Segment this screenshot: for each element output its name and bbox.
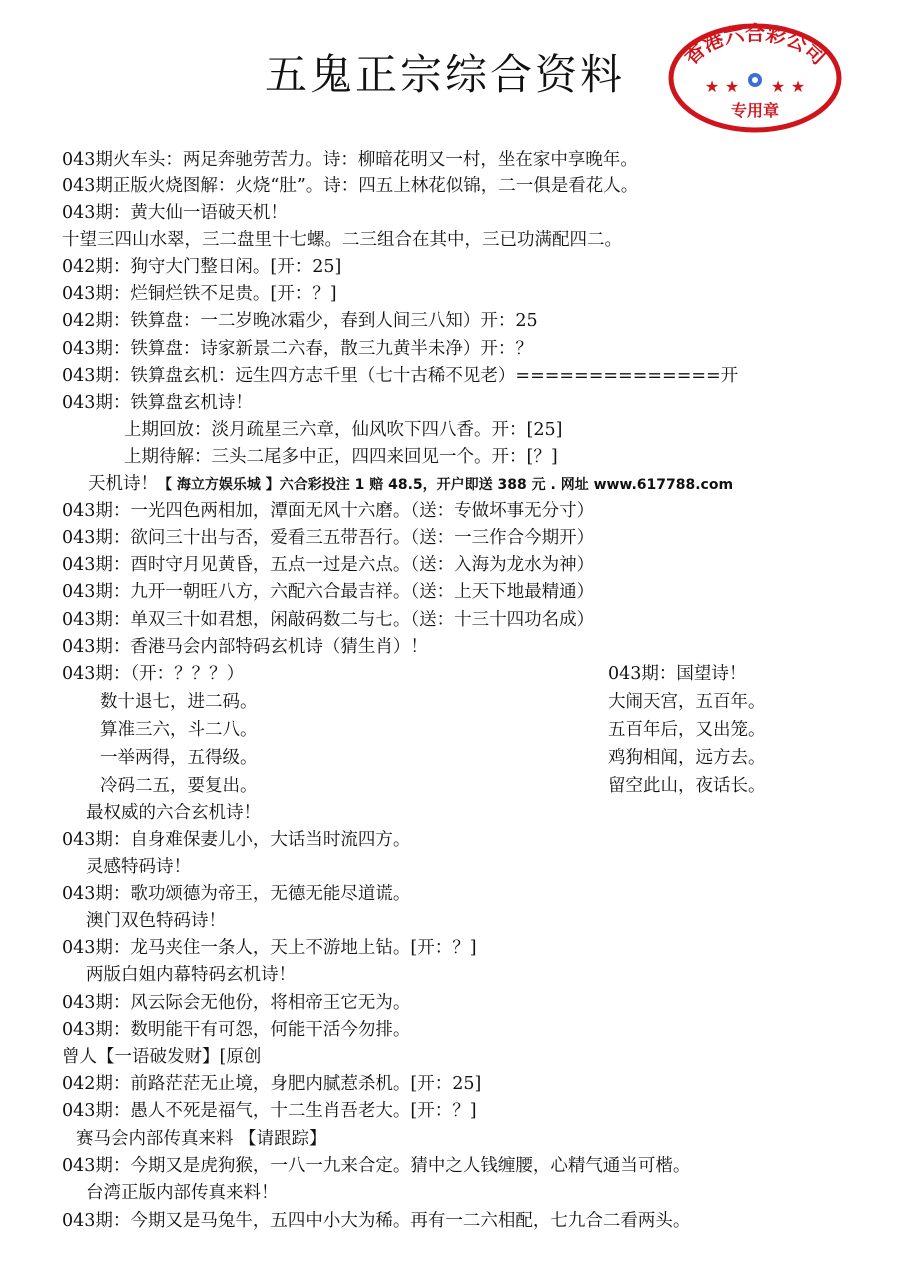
text-line: 043期：黄大仙一语破天机！ [62,203,288,223]
text-line: 台湾正版内部传真来料！ [86,1183,279,1203]
seal-label: 专用章 [730,101,779,120]
seal-arc-text: 香港六合彩公司 [678,22,832,70]
side-poem-line: 五百年后，又出笼。 [608,720,766,740]
ad-lead: 天机诗！ [88,474,158,494]
text-line: 043期：龙马夹住一条人，天上不游地上钻。[开：？] [62,938,477,958]
text-line: 冷码二五，要复出。 [100,776,258,796]
text-line: 数十退七，进二码。 [100,692,258,712]
ad-banner [88,471,733,497]
text-line: 043期：烂铜烂铁不足贵。[开：？] [62,284,337,304]
text-line: 042期：铁算盘：一二岁晚冰霜少，春到人间三八知）开：25 [62,311,538,331]
text-line: 最权威的六合玄机诗！ [86,803,261,823]
text-line: 上期回放：淡月疏星三六章，仙风吹下四八香。开：[25] [124,420,563,440]
text-line: 043期：香港马会内部特码玄机诗（猜生肖）！ [62,637,428,657]
text-line: 043期：数明能干有可怨，何能干活今勿排。 [62,1020,411,1040]
text-line: 043期：铁算盘玄机：远生四方志千里（七十古稀不见老）==============开 [62,366,739,386]
flower-icon [748,73,762,87]
side-poem-line: 留空此山，夜话长。 [608,776,766,796]
text-line: 043期：九开一朝旺八方，六配六合最吉祥。（送：上天下地最精通） [62,582,595,602]
text-line: 043期：今期又是虎狗猴，一八一九来合定。猜中之人钱缠腰，心精气通当可楷。 [62,1156,691,1176]
text-line: 043期：铁算盘玄机诗！ [62,393,253,413]
text-line: 曾人【一语破发财】[原创 [62,1047,262,1067]
star-icon: ★ [724,77,740,96]
side-poem-line: 鸡狗相闻，远方去。 [608,748,766,768]
text-line: 十望三四山水翠，三二盘里十七螺。二三组合在其中，三已功满配四二。 [62,230,622,250]
text-line: 043期：歌功颂德为帝王，无德无能尽道谎。 [62,884,411,904]
text-line: 043期：愚人不死是福气，十二生肖吾老大。[开：？] [62,1101,477,1121]
text-line: 赛马会内部传真来料 【请跟踪】 [76,1129,327,1149]
star-icon: ★ [770,77,786,96]
text-line: 043期：单双三十如君想，闲敲码数二与七。（送：十三十四功名成） [62,610,595,630]
text-line: 算准三六，斗二八。 [100,720,258,740]
text-line: 043期：今期又是马兔牛，五四中小大为稀。再有一二六相配，七九合二看两头。 [62,1211,691,1231]
text-line: 042期：前路茫茫无止境，身肥内腻惹杀机。[开：25] [62,1074,482,1094]
text-line: 上期待解：三头二尾多中正，四四来回见一个。开：[？] [124,447,558,467]
text-line: 043期：（开：？？？） [62,664,245,684]
text-line: 043期：自身难保妻儿小，大话当时流四方。 [62,830,411,850]
side-poem-title: 043期：国望诗！ [608,664,747,684]
text-line: 043期：铁算盘：诗家新景二六春，散三九黄半未净）开：？ [62,339,533,359]
text-line: 042期：狗守大门整日闲。[开：25] [62,257,342,277]
text-line: 澳门双色特码诗！ [86,911,226,931]
text-line: 043期：一光四色两相加，潭面无风十六磨。（送：专做坏事无分寸） [62,501,595,521]
text-line: 一举两得，五得级。 [100,748,258,768]
text-line: 043期：欲问三十出与否，爱看三五带吾行。（送：一三作合今期开） [62,528,595,548]
star-icon: ★ [790,77,806,96]
text-line: 两版白姐内幕特码玄机诗！ [86,965,296,985]
company-seal-stamp [666,22,844,134]
text-line: 043期：酉时守月见黄昏，五点一过是六点。（送：入海为龙水为神） [62,555,595,575]
page-title: 五鬼正宗综合资料 [264,50,625,99]
side-poem-line: 大闹天宫，五百年。 [608,692,766,712]
text-line: 灵感特码诗！ [86,857,191,877]
ad-text: 【 海立方娱乐城 】六合彩投注 1 赔 48.5，开户即送 388 元 . 网址 www.617788.com [158,477,734,493]
text-line: 043期火车头：两足奔驰劳苦力。诗：柳暗花明又一村，坐在家中享晚年。 [62,150,638,170]
star-icon: ★ [704,77,720,96]
text-line: 043期正版火烧图解：火烧“肚”。诗：四五上林花似锦，二一俱是看花人。 [62,176,639,196]
svg-text:香港六合彩公司 [679,22,831,69]
text-line: 043期：风云际会无他份，将相帝王它无为。 [62,993,411,1013]
